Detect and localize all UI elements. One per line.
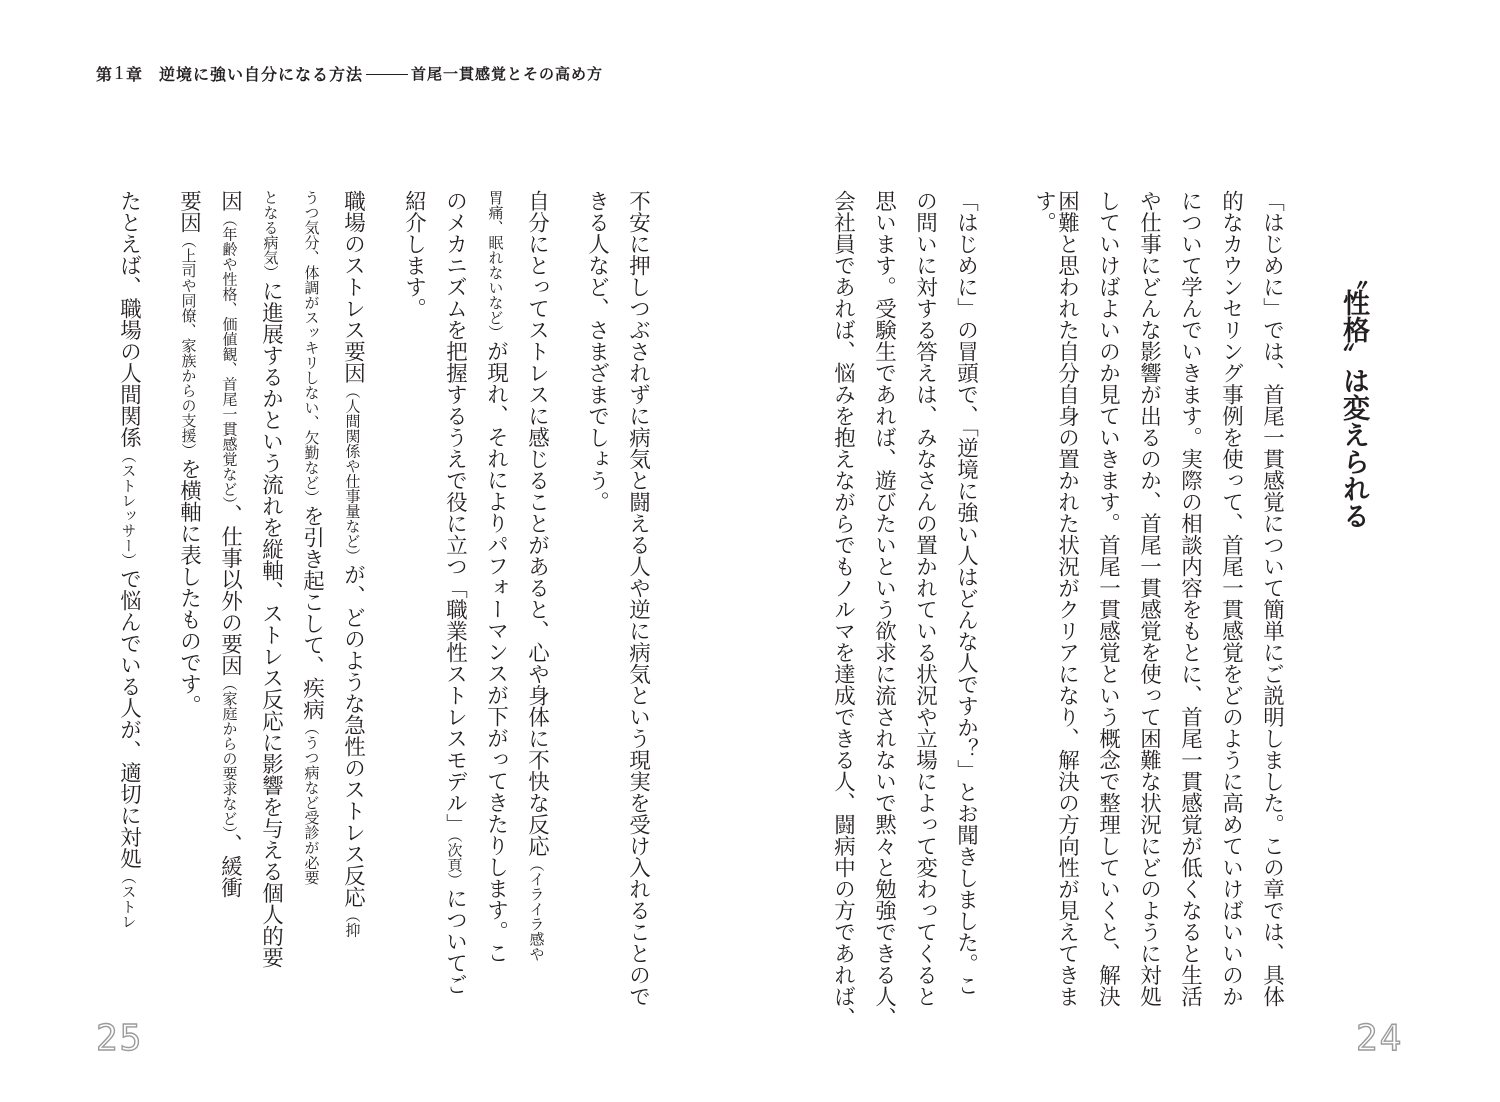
heading-close-mark: 〟 — [1339, 343, 1367, 367]
text-run: 職場のストレス要因 — [340, 190, 366, 384]
text-run-small: （次頁） — [445, 835, 464, 888]
title-dash — [366, 74, 408, 75]
page-number: 24 — [1356, 1018, 1404, 1059]
text-run: 、緩衝 — [217, 833, 243, 898]
text-run: が、どのような急性のストレス反応 — [340, 563, 366, 908]
text-run: で悩んでいる人が、適切に対処 — [116, 568, 142, 869]
text-run: を横軸に表したものです。 — [176, 458, 202, 716]
heading-rest: は変えられる — [1338, 367, 1369, 529]
body-line: 困難と思われた自分自身の置かれた状況がクリアになり、解決の方向性が見えてきま — [1054, 190, 1080, 1007]
heading-keyword: 性格 — [1338, 289, 1369, 343]
body-line: きる人など、さまざまでしょう。 — [584, 190, 610, 513]
text-run: についてご — [442, 887, 468, 995]
text-run: 因 — [217, 190, 243, 212]
text-run: を引き起こして、疾病 — [299, 505, 325, 720]
text-run-small: 胃痛、眠れないなど） — [486, 190, 505, 340]
body-line: 不安に押しつぶされずに病気と闘える人や逆に病気という現実を受け入れることので — [625, 190, 651, 1007]
text-run: 要因 — [176, 190, 202, 233]
body-line: や仕事にどんな影響が出るのか、首尾一貫感覚を使って困難な状況にどのように対処 — [1136, 190, 1162, 1007]
text-run-small: （年齢や性格、価値観、首尾一貫感覚など） — [220, 211, 239, 504]
text-run: 、仕事以外の要因 — [217, 504, 243, 676]
text-run-small: となる病気） — [261, 190, 280, 280]
chapter-title: 逆境に強い自分になる方法 — [159, 65, 364, 84]
text-run: が現れ、それによりパフォーマンスが下がってきたりします。こ — [483, 340, 509, 964]
body-line — [526, 190, 548, 980]
body-line — [260, 190, 282, 980]
body-line: していけばよいのか見ていきます。首尾一貫感覚という概念で整理していくと、解決 — [1095, 190, 1121, 1007]
body-line: す。 — [1031, 190, 1057, 233]
text-run-small: （イライラ感や — [527, 856, 546, 962]
body-line — [301, 190, 323, 980]
body-line: 「はじめに」では、首尾一貫感覚について簡単にご説明しました。この章では、具体 — [1259, 190, 1285, 1007]
text-run: に進展するかという流れを縦軸、ストレス反応に影響を与える個人的要 — [258, 280, 284, 968]
body-line: 「はじめに」の冒頭で、「逆境に強い人はどんな人ですか？」とお聞きしました。こ — [953, 190, 979, 997]
chapter-number: 1 — [114, 62, 126, 84]
text-run-small: （うつ病など受診が必要 — [302, 720, 321, 885]
section-heading — [1340, 265, 1367, 529]
text-run-small: （人間関係や仕事量など） — [343, 383, 362, 564]
body-line: 会社員であれば、悩みを抱えながらでもノルマを達成できる人、闘病中の方であれば、 — [830, 190, 856, 1029]
heading-open-mark: 〝 — [1339, 265, 1367, 289]
text-run-small: うつ気分、体調がスッキリしない、欠勤など） — [302, 190, 321, 505]
body-line: 紹介します。 — [401, 190, 427, 319]
body-line — [219, 190, 241, 980]
chapter-suffix: 章 — [126, 65, 144, 84]
body-line: 思います。受験生であれば、遊びたいという欲求に流されないで黙々と勉強できる人、 — [871, 190, 897, 1029]
text-run: たとえば、職場の人間関係 — [116, 190, 142, 448]
text-run: のメカニズムを把握するうえで役に立つ「職業性ストレスモデル」 — [442, 190, 468, 835]
text-run: 自分にとってストレスに感じることがあると、心や身体に不快な反応 — [524, 190, 550, 857]
chapter-subtitle: 首尾一貫感覚とその高め方 — [411, 65, 604, 83]
text-run-small: （家庭からの要求など） — [220, 676, 239, 834]
body-line — [442, 190, 468, 995]
body-line — [342, 190, 364, 980]
running-head — [96, 62, 603, 85]
body-line — [178, 190, 200, 980]
text-run-small: （ストレッサー） — [119, 448, 138, 568]
text-run-small: （ストレ — [119, 869, 138, 929]
body-line — [485, 190, 507, 980]
body-line: の問いに対する答えは、みなさんの置かれている状況や立場によって変わってくると — [912, 190, 938, 1007]
chapter-prefix: 第 — [96, 65, 114, 84]
text-run-small: （上司や同僚、家族からの支援） — [179, 233, 198, 458]
page-number: 25 — [96, 1018, 144, 1059]
text-run-small: （抑 — [343, 907, 362, 938]
body-line: 的なカウンセリング事例を使って、首尾一貫感覚をどのように高めていけばいいのか — [1218, 190, 1244, 1007]
body-line: について学んでいきます。実際の相談内容をもとに、首尾一貫感覚が低くなると生活 — [1177, 190, 1203, 1007]
body-line — [118, 190, 140, 980]
